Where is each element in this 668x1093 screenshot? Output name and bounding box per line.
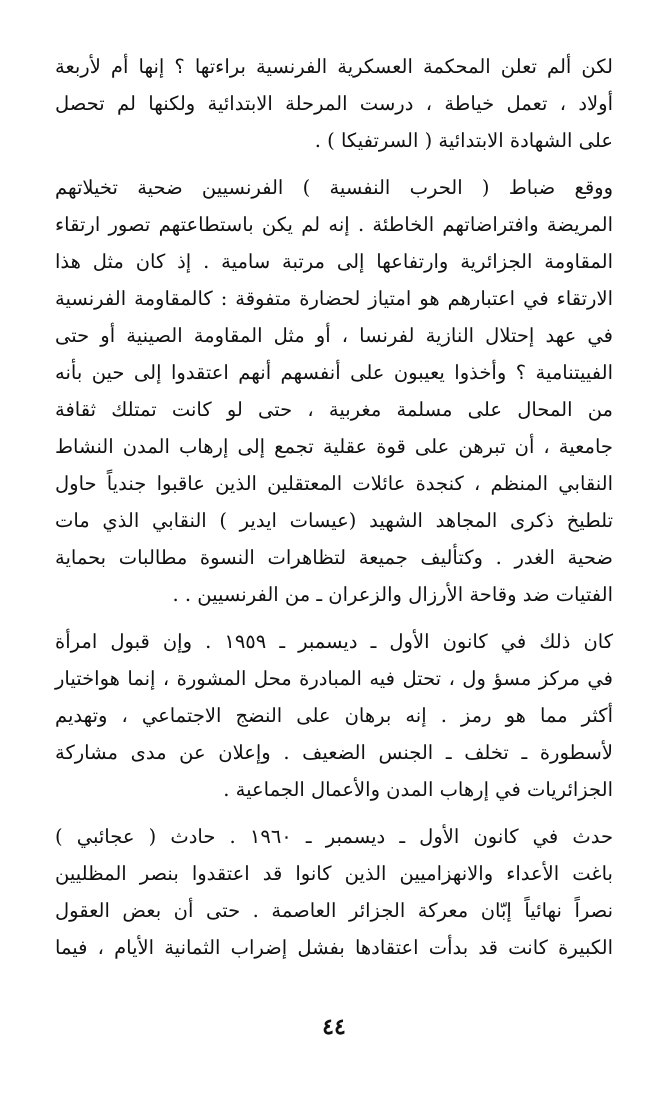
text-line: الكبيرة كانت قد بدأت اعتقادها بفشل إضراب الثمانية الأيام ، فيما bbox=[55, 936, 613, 959]
text-line: أولاد ، تعمل خياطة ، درست المرحلة الابتدائية ولكنها لم تحصل bbox=[55, 92, 613, 115]
paragraph-2 bbox=[55, 169, 613, 613]
text-line: أكثر مما هو رمز . إنه برهان على النضج الاجتماعي ، وتهديم bbox=[55, 704, 613, 727]
text-line: الجزائريات في إرهاب المدن والأعمال الجماعية . bbox=[223, 778, 613, 801]
text-line: باغت الأعداء والانهزاميين الذين كانوا قد اعتقدوا بنصر المظليين bbox=[55, 862, 613, 885]
text-line: في مركز مسؤ ول ، تحتل فيه المبادرة محل المشورة ، إنما هواختيار bbox=[55, 667, 613, 690]
text-line: المقاومة الجزائرية وارتفاعها إلى مرتبة سامية . إذ كان مثل هذا bbox=[55, 250, 613, 273]
text-line: في عهد إحتلال النازية لفرنسا ، أو مثل المقاومة الصينية أو حتى bbox=[55, 324, 613, 347]
text-line: الفييتنامية ؟ وأخذوا يعيبون على أنفسهم أنهم اعتقدوا إلى حين بأنه bbox=[55, 361, 613, 384]
text-line: الارتقاء في اعتبارهم هو امتياز لحضارة متفوقة : كالمقاومة الفرنسية bbox=[55, 287, 613, 310]
text-line: ووقع ضباط ( الحرب النفسية ) الفرنسيين ضحية تخيلاتهم bbox=[55, 176, 613, 199]
text-line: المريضة وافتراضاتهم الخاطئة . إنه لم يكن باستطاعتهم تصور ارتقاء bbox=[55, 213, 613, 236]
text-line: تلطيخ ذكرى المجاهد الشهيد (عيسات ايدير ) النقابي الذي مات bbox=[55, 509, 613, 532]
page-number: ٤٤ bbox=[322, 1014, 346, 1040]
paragraph-3 bbox=[55, 623, 613, 808]
paragraph-1 bbox=[55, 48, 613, 159]
text-line: نصراً نهائياً إبّان معركة الجزائر العاصمة . حتى أن بعض العقول bbox=[55, 899, 613, 922]
text-line: النقابي المنظم ، كنجدة عائلات المعتقلين الذين عاقبوا جندياً حاول bbox=[55, 472, 613, 495]
book-page-body bbox=[55, 48, 613, 966]
text-line: لأسطورة ـ تخلف ـ الجنس الضعيف . وإعلان عن مدى مشاركة bbox=[55, 741, 613, 764]
text-line: على الشهادة الابتدائية ( السرتفيكا ) . bbox=[314, 129, 613, 152]
text-line: حدث في كانون الأول ـ ديسمبر ـ ١٩٦٠ . حادث ( عجائبي ) bbox=[55, 825, 613, 848]
text-line: ضحية الغدر . وكتأليف جميعة لتظاهرات النسوة مطالبات بحماية bbox=[55, 546, 613, 569]
text-line: لكن ألم تعلن المحكمة العسكرية الفرنسية براءتها ؟ إنها أم لأربعة bbox=[55, 55, 613, 78]
text-line: كان ذلك في كانون الأول ـ ديسمبر ـ ١٩٥٩ . وإن قبول امرأة bbox=[55, 630, 613, 653]
paragraph-4 bbox=[55, 818, 613, 966]
text-line: من المحال على مسلمة مغربية ، حتى لو كانت تمتلك ثقافة bbox=[55, 398, 613, 421]
text-line: جامعية ، أن تبرهن على قوة عقلية تجمع إلى إرهاب المدن النشاط bbox=[55, 435, 613, 458]
text-line: الفتيات ضد وقاحة الأرزال والزعران ـ من الفرنسيين . . bbox=[172, 583, 613, 606]
